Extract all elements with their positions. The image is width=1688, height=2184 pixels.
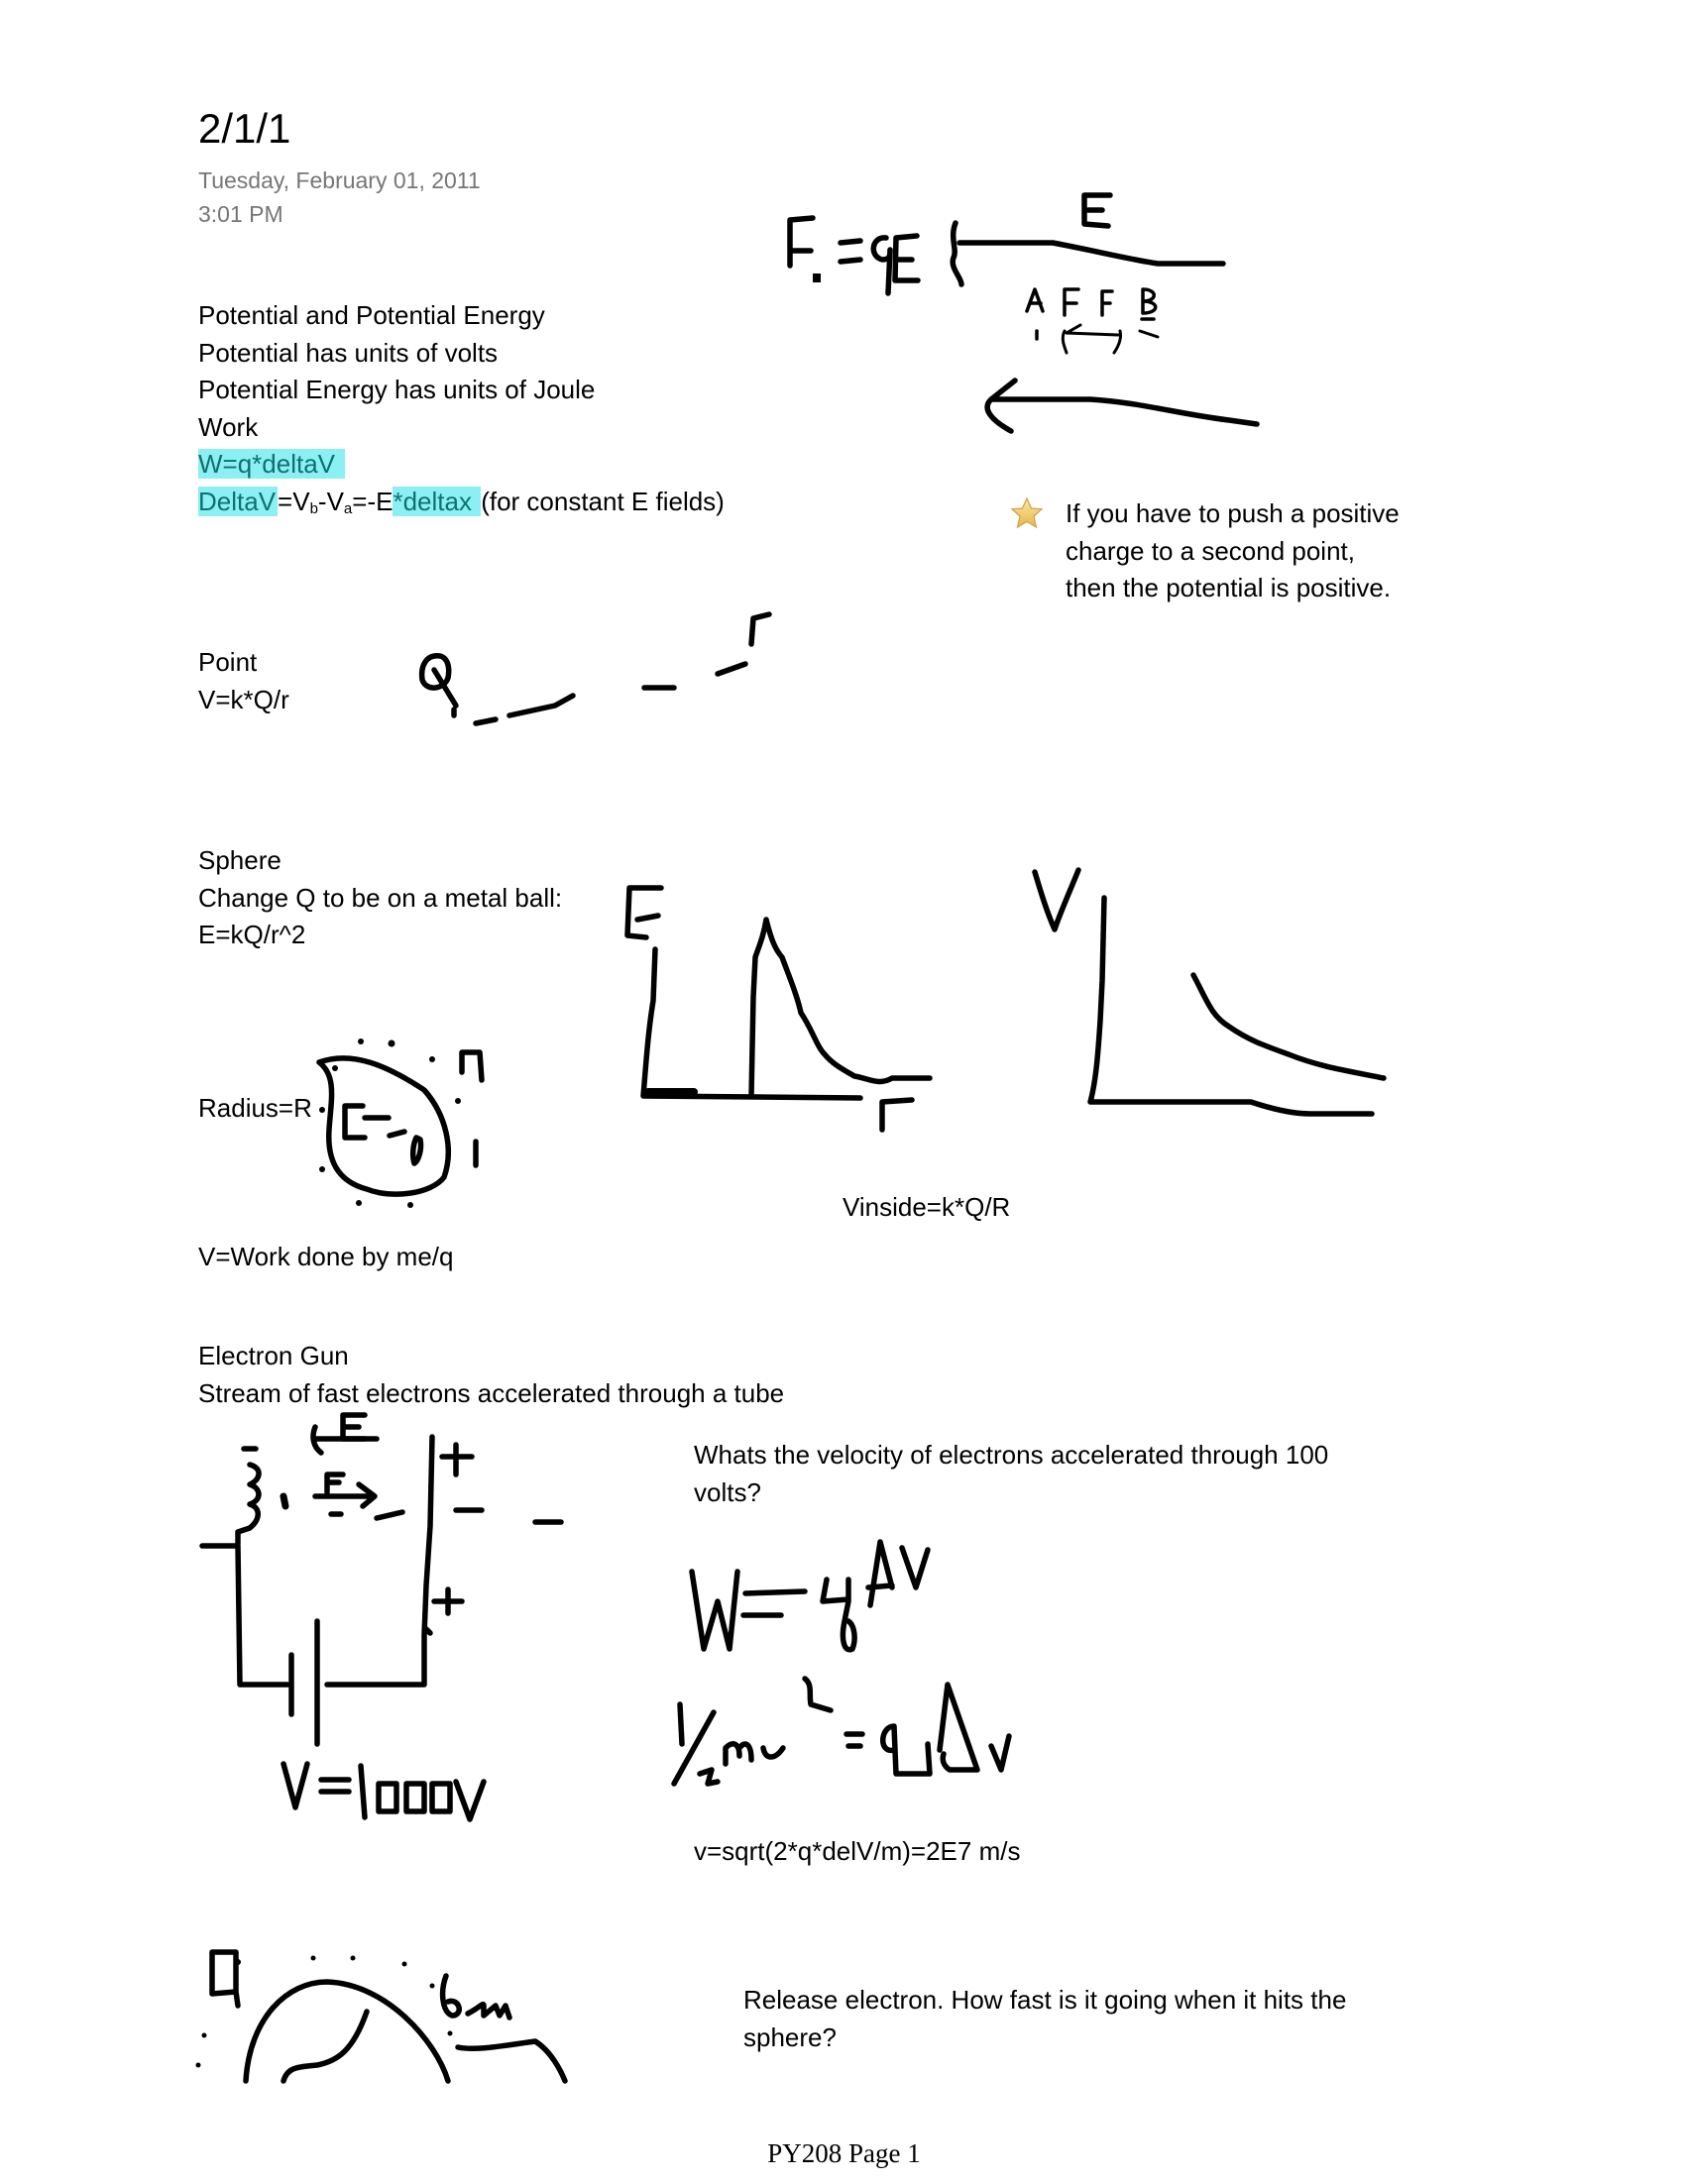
radius-label: Radius=R: [198, 1093, 312, 1123]
star-note: [1066, 495, 1400, 607]
delta-v-text: =-E: [352, 486, 394, 516]
delta-v-text: -V: [317, 486, 344, 516]
potential-graph: [1035, 870, 1384, 1114]
question-line: Whats the velocity of electrons accelerated through 100: [694, 1440, 1329, 1470]
delta-v-equation: [198, 484, 725, 521]
release-question: [743, 1982, 1346, 2056]
deltax-term: *deltax: [393, 486, 480, 516]
vinside-formula: Vinside=k*Q/R: [843, 1192, 1011, 1222]
delta-v-text: =V: [278, 486, 310, 516]
points-label-ink: [1027, 289, 1158, 353]
intro-line: Potential and Potential Energy: [198, 300, 545, 330]
question-line: volts?: [694, 1476, 761, 1507]
delta-v-term: DeltaV: [198, 486, 277, 516]
intro-block: [198, 297, 725, 520]
handwritten-energy-equation: [674, 1679, 1009, 1784]
subscript-a: a: [343, 499, 353, 517]
page-time: 3:01 PM: [198, 201, 283, 227]
delta-v-note: (for constant E fields): [481, 486, 725, 516]
release-sketch: [196, 1952, 566, 2081]
field-arrow-ink: [987, 381, 1257, 431]
force-equation-ink: [790, 195, 1223, 293]
page-footer: PY208 Page 1: [767, 2138, 921, 2168]
point-formula: V=k*Q/r: [198, 684, 289, 714]
handwritten-work-equation: [692, 1542, 928, 1650]
page-title: 2/1/1: [198, 105, 291, 152]
point-heading: Point: [198, 647, 258, 677]
work-equation-line: [198, 446, 725, 484]
metal-sphere-sketch: [319, 1038, 482, 1208]
page-date: Tuesday, February 01, 2011: [198, 167, 481, 193]
electron-gun-circuit: [202, 1415, 561, 1819]
star-note-line: If you have to push a positive: [1066, 498, 1400, 528]
star-note-line: charge to a second point,: [1066, 535, 1355, 566]
point-section: [198, 644, 289, 718]
electron-gun-section: [198, 1338, 784, 1412]
intro-line: Work: [198, 411, 259, 442]
velocity-answer: v=sqrt(2*q*delV/m)=2E7 m/s: [694, 1836, 1021, 1866]
question-line: Release electron. How fast is it going when it hits the: [743, 1985, 1347, 2015]
sphere-heading: Sphere: [198, 845, 281, 875]
sphere-line: Change Q to be on a metal ball:: [198, 882, 563, 913]
star-icon: [1009, 495, 1045, 536]
e-field-graph: [627, 888, 930, 1130]
subscript-b: b: [309, 499, 318, 517]
point-charge-sketch: [422, 614, 769, 723]
electron-gun-heading: Electron Gun: [198, 1341, 349, 1370]
work-definition: V=Work done by me/q: [198, 1242, 454, 1271]
electron-gun-description: Stream of fast electrons accelerated through a tube: [198, 1377, 785, 1408]
intro-line: Potential has units of volts: [198, 337, 499, 368]
work-equation: W=q*deltaV: [198, 449, 345, 479]
sphere-formula: E=kQ/r^2: [198, 920, 306, 949]
sphere-section: [198, 842, 562, 954]
star-note-line: then the potential is positive.: [1066, 573, 1392, 602]
intro-line: Potential Energy has units of Joule: [198, 375, 596, 404]
velocity-question: [694, 1437, 1328, 1511]
question-line: sphere?: [743, 2021, 837, 2052]
